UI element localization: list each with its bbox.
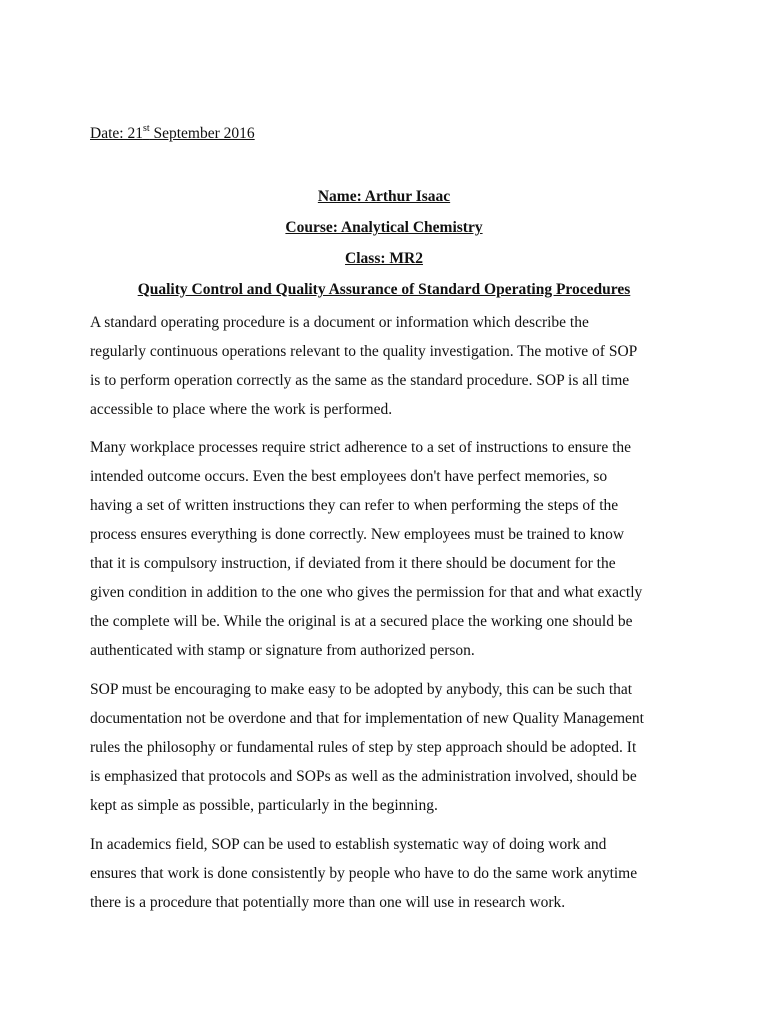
paragraph-line: intended outcome occurs. Even the best employees don't have perfect memories, so bbox=[90, 468, 608, 485]
paragraph-line: kept as simple as possible, particularly in the beginning. bbox=[90, 797, 438, 814]
date-suffix: September 2016 bbox=[149, 125, 255, 142]
paragraph-line: accessible to place where the work is performed. bbox=[90, 401, 393, 418]
course-name: Course: Analytical Chemistry bbox=[285, 219, 483, 236]
paragraph-line: that it is compulsory instruction, if deviated from it there should be document for the bbox=[90, 555, 616, 572]
date-prefix: Date: 21 bbox=[90, 125, 143, 142]
paragraph-line: given condition in addition to the one who gives the permission for that and what exactly bbox=[90, 584, 643, 601]
paragraph-2 bbox=[90, 433, 680, 665]
paragraph-line: regularly continuous operations relevant to the quality investigation. The motive of SOP bbox=[90, 343, 638, 360]
paragraph-line: documentation not be overdone and that for implementation of new Quality Management bbox=[90, 710, 644, 727]
paragraph-line: Many workplace processes require strict adherence to a set of instructions to ensure the bbox=[90, 439, 632, 456]
paragraph-line: is emphasized that protocols and SOPs as well as the administration involved, should be bbox=[90, 768, 637, 785]
document-date bbox=[90, 124, 255, 144]
paragraph-line: having a set of written instructions they can refer to when performing the steps of the bbox=[90, 497, 619, 514]
paragraph-4 bbox=[90, 830, 680, 917]
paragraph-1 bbox=[90, 308, 680, 424]
paragraph-line: process ensures everything is done correctly. New employees must be trained to know bbox=[90, 526, 625, 543]
student-name: Name: Arthur Isaac bbox=[317, 188, 451, 205]
paragraph-3 bbox=[90, 675, 680, 820]
paragraph-line: In academics field, SOP can be used to establish systematic way of doing work and bbox=[90, 836, 607, 853]
paragraph-line: there is a procedure that potentially more than one will use in research work. bbox=[90, 894, 566, 911]
date-superscript: st bbox=[142, 122, 150, 134]
paragraph-line: the complete will be. While the original is at a secured place the working one should be bbox=[90, 613, 633, 630]
paragraph-line: authenticated with stamp or signature from authorized person. bbox=[90, 642, 475, 659]
paragraph-line: A standard operating procedure is a document or information which describe the bbox=[90, 314, 589, 331]
paragraph-line: ensures that work is done consistently by people who have to do the same work anytime bbox=[90, 865, 638, 882]
paragraph-line: SOP must be encouraging to make easy to be adopted by anybody, this can be such that bbox=[90, 681, 633, 698]
paragraph-line: is to perform operation correctly as the same as the standard procedure. SOP is all time bbox=[90, 372, 630, 389]
class-name: Class: MR2 bbox=[345, 250, 423, 267]
paragraph-line: rules the philosophy or fundamental rules of step by step approach should be adopted. It bbox=[90, 739, 637, 756]
document-title: Quality Control and Quality Assurance of Standard Operating Procedures bbox=[137, 281, 631, 298]
